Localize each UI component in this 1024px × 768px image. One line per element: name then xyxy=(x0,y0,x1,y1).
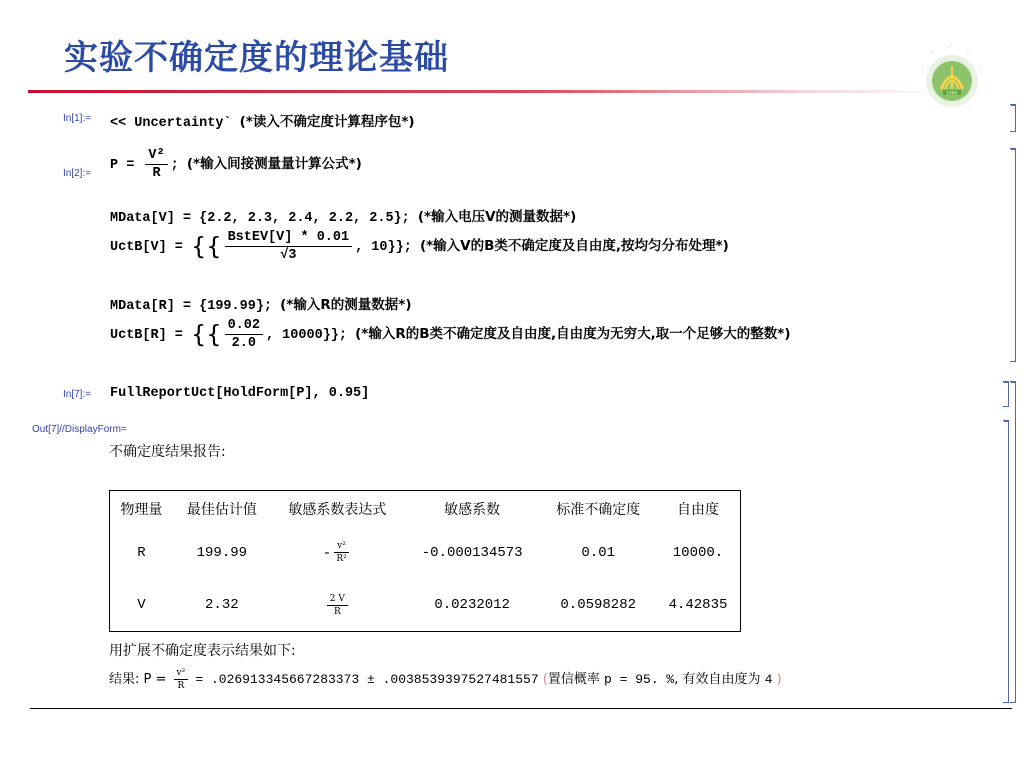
cell-bracket-out7[interactable] xyxy=(1003,420,1009,703)
uctb-r-denominator: 2.0 xyxy=(231,336,256,351)
input-line-formula[interactable]: P = $\frac{\text{V²}}{R}$ ; (*输入间接测量量计算公式*) xyxy=(110,148,362,181)
cell-std-uncertainty: 0.01 xyxy=(581,544,616,561)
dof-label: , 有效自由度为 xyxy=(674,672,761,687)
svg-text:·: · xyxy=(980,65,982,72)
expanded-uncertainty-title: 用扩展不确定度表示结果如下: xyxy=(109,643,296,659)
result-value: = .026913345667283373 ± .0038539397527481557 xyxy=(195,672,539,687)
col-header: 敏感系数表达式 xyxy=(288,501,387,518)
cell-bracket-in7[interactable] xyxy=(1003,381,1009,407)
cell-bracket-in2[interactable] xyxy=(1010,148,1016,362)
title-divider xyxy=(28,90,950,93)
svg-text:·: · xyxy=(948,45,950,52)
cell-estimate: 2.32 xyxy=(205,597,239,614)
result-denominator: R xyxy=(177,681,185,691)
cell-label-in7: In[7]:= xyxy=(63,389,92,400)
svg-text:·: · xyxy=(922,67,924,74)
cell-comment: (*输入间接测量量计算公式*) xyxy=(186,156,362,173)
formula-numerator: V² xyxy=(145,148,167,165)
cell-code: FullReportUct[HoldForm[P], 0.95] xyxy=(110,386,370,401)
cell-dof: 4.42835 xyxy=(668,597,728,614)
uncertainty-report-table xyxy=(109,490,741,632)
confidence-label: 置信概率 xyxy=(547,672,600,687)
cell-comment: (*读入不确定度计算程序包*) xyxy=(239,114,415,130)
cell-expression: $\frac{2 V}{R}$ xyxy=(271,579,404,631)
university-seal-icon xyxy=(912,40,1004,112)
cell-label-out7: Out[7]//DisplayForm= xyxy=(32,424,127,435)
formula-lhs: P = xyxy=(110,158,135,174)
cell-estimate: 199.99 xyxy=(196,544,248,561)
cell-coefficient: -0.000134573 xyxy=(421,544,523,561)
group-bracket-7[interactable] xyxy=(1010,381,1016,703)
input-line-uctb-v[interactable]: UctB[V] = {{ $\frac{\text{BstEV[V] * 0.01}}{√3}$ , 10}}; (*输入V的B类不确定度及自由度,按均匀分布处理*) xyxy=(110,230,729,263)
cell-label-in2: In[2]:= xyxy=(63,168,92,179)
cell-code: MData[R] = {199.99}; xyxy=(110,299,273,314)
confidence-value: p = 95. % xyxy=(604,672,675,687)
cell-label-in1: In[1]:= xyxy=(63,113,92,124)
cell-quantity: V xyxy=(137,597,146,614)
svg-text:·: · xyxy=(931,49,933,56)
cell-comment: (*输入电压V的测量数据*) xyxy=(417,209,577,225)
table-row xyxy=(110,527,741,579)
col-header: 标准不确定度 xyxy=(556,501,641,518)
cell-code: << Uncertainty` xyxy=(110,116,232,131)
uctb-lhs: UctB[V] = xyxy=(110,240,183,256)
cell-comment: (*输入R的B类不确定度及自由度,自由度为无穷大,取一个足够大的整数*) xyxy=(355,326,791,343)
table-header-row xyxy=(110,491,741,527)
col-header: 最佳估计值 xyxy=(186,501,257,518)
uctb-lhs: UctB[R] = xyxy=(110,328,183,344)
input-line-uctb-r[interactable]: UctB[R] = {{ $\frac{0.02}{2.0}$ , 10000}}; (*输入R的B类不确定度及自由度,自由度为无穷大,取一个足够大的整数*) xyxy=(110,318,791,351)
cell-comment: (*输入R的测量数据*) xyxy=(280,297,412,313)
input-cell-1[interactable] xyxy=(110,110,415,131)
svg-text:·: · xyxy=(967,48,969,55)
result-line: 结果: P = $\frac{\text{v²}}{R}$ = .026913345667283373 ± .0038539397527481557 (置信概率 p = 95. %, 有效自由度为 4 ) xyxy=(109,668,782,691)
col-header: 敏感系数 xyxy=(444,501,501,518)
bottom-divider xyxy=(30,708,1012,709)
cell-bracket-in1[interactable] xyxy=(1010,104,1016,132)
dof-value: 4 xyxy=(764,672,773,687)
cell-std-uncertainty: 0.0598282 xyxy=(560,597,637,614)
col-header: 物理量 xyxy=(120,501,163,518)
report-title: 不确定度结果报告: xyxy=(109,444,226,460)
input-line-mdata-v[interactable] xyxy=(110,205,576,226)
seal-year: 1960 xyxy=(946,91,958,97)
cell-code: MData[V] = {2.2, 2.3, 2.4, 2.2, 2.5}; xyxy=(110,211,410,226)
formula-denominator: R xyxy=(152,166,161,181)
cell-expression: - $\frac{\text{v²}}{\text{R²}}$ xyxy=(271,527,404,579)
table-row xyxy=(110,579,741,631)
uctb-r-numerator: 0.02 xyxy=(225,318,263,335)
col-header: 自由度 xyxy=(676,501,719,518)
input-cell-7[interactable] xyxy=(110,386,369,401)
input-line-mdata-r[interactable] xyxy=(110,293,412,314)
cell-quantity: R xyxy=(137,544,146,561)
cell-comment: (*输入V的B类不确定度及自由度,按均匀分布处理*) xyxy=(419,238,729,255)
page-title: 实验不确定度的理论基础 xyxy=(64,38,449,78)
cell-dof: 10000. xyxy=(672,544,724,561)
result-prefix: 结果: P = xyxy=(109,672,167,687)
uctb-v-numerator: BstEV[V] * 0.01 xyxy=(225,230,353,247)
uctb-v-denominator: √3 xyxy=(280,248,297,263)
cell-coefficient: 0.0232012 xyxy=(434,597,510,614)
result-numerator: v² xyxy=(174,668,189,680)
